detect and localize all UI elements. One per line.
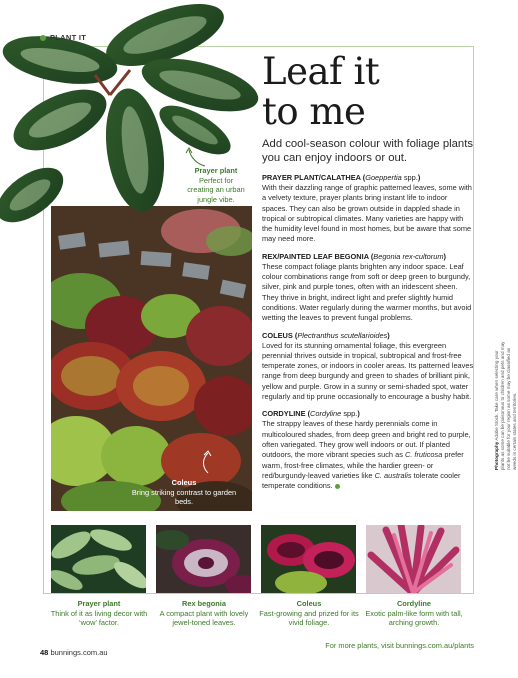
thumb-prayer-plant-image — [51, 525, 146, 593]
thumb-name: Rex begonia — [182, 599, 226, 608]
photo-credit-text: Adobe Stock. Take care when selecting your plants as some can be poisonous to children and pets and may not be suitable for your region as some may be classified as weeds in certain states and territories. — [494, 341, 517, 470]
article-body — [262, 419, 474, 491]
more-plants-link[interactable]: For more plants, visit bunnings.com.au/plants — [325, 641, 474, 650]
body-part: prefer warm, frost-free climates, while the hardier green- or red/burgundy-leaved varieties like — [262, 450, 464, 480]
thumb-text: Exotic palm-like form with tall, arching growth. — [365, 608, 463, 627]
page-number: 48 — [40, 648, 49, 657]
section-tag-label: PLANT IT — [50, 33, 87, 42]
thumb-name: Prayer plant — [77, 599, 121, 608]
photo-credit — [494, 340, 518, 470]
article-body: Loved for its stunning ornamental foliage, this evergreen perennial thrives outside in tropical, subtropical and frost-free temperate zones, or indoors in cooler areas. Its patterned leaves range from deep burgundy and green to shades of brilliant pink, yellow and purple. Grow in a sunny or semi-shaded spot, water regularly and tip prune occasionally to encourage a bushy habit. — [262, 340, 474, 402]
photo-credit-label: Photography — [494, 441, 499, 470]
article-sci-suffix: spp. — [403, 173, 418, 182]
thumb-caption-prayer-plant — [44, 599, 154, 628]
article-body: These compact foliage plants brighten any indoor space. Leaf colour combinations range from soft or deep green to burgundy, silver, pink and purple tones, often with an iridescent sheen. They thrive in bright, indirect light and prefer slightly humid conditions. Water regularly during the warmer months, but avoid wetting the leaves to prevent fungal problems. — [262, 261, 472, 323]
footer-site: bunnings.com.au — [50, 648, 108, 657]
article-prayer-plant — [262, 173, 474, 245]
thumb-caption-cordyline — [359, 599, 469, 628]
thumb-cordyline-image — [366, 525, 461, 593]
article-sci-name: Plectranthus scutellarioides — [297, 330, 388, 340]
callout-name: Coleus — [171, 478, 197, 487]
article-sci-name: Cordyline — [310, 409, 342, 419]
section-tag — [40, 33, 86, 42]
title-line-1: Leaf it — [262, 50, 380, 93]
article-coleus — [262, 331, 474, 403]
thumb-caption-rex-begonia — [149, 599, 259, 628]
curved-arrow-icon — [198, 449, 218, 475]
article-heading: COLEUS (Plectranthus scutellarioides) — [262, 330, 390, 340]
thumb-caption-coleus — [254, 599, 364, 628]
title-line-2: to me — [262, 90, 366, 133]
article-heading: REX/PAINTED LEAF BEGONIA (Begonia rex-cultorum) — [262, 251, 446, 261]
article-rex-begonia — [262, 252, 474, 324]
article-sci-name: Begonia rex-cultorum — [373, 251, 444, 261]
thumb-rex-begonia-image — [156, 525, 251, 593]
article-heading-text: PRAYER PLANT/CALATHEA — [262, 173, 361, 182]
curved-arrow-icon — [183, 146, 209, 168]
callout-text: Perfect for creating an urban jungle vibe. — [187, 175, 245, 204]
thumb-text: A compact plant with lovely jewel-toned leaves. — [159, 608, 249, 627]
thumb-name: Cordyline — [396, 599, 432, 608]
thumb-text: Think of it as living decor with ‘wow’ factor. — [50, 608, 148, 627]
callout-coleus — [128, 478, 240, 507]
article-heading-text: REX/PAINTED LEAF BEGONIA — [262, 251, 369, 261]
coleus-garden-image — [51, 206, 252, 511]
article-list — [262, 173, 474, 498]
article-heading-text: CORDYLINE — [262, 409, 306, 419]
body-part: tolerate cooler temperate conditions. — [262, 470, 461, 491]
callout-text: Bring striking contrast to garden beds. — [131, 487, 237, 506]
body-part: The strappy leaves of these hardy perennials come in multicoloured shades, from deep green and bright red to purple, often variegated. They grow well indoors or out. If planted outdoors, the more vibrant species such as — [262, 419, 471, 460]
body-species: C. australis — [374, 470, 412, 480]
article-body: With their dazzling range of graphic patterned leaves, some with a velvety texture, prayer plants bring instant life to indoor spaces. They can also be grown outside in dappled shade in tropical or subtropical climates. Many varieties are happy with the humidity level found in most homes, but be aware that some may need more. — [262, 183, 472, 244]
tag-dot-icon — [40, 35, 46, 41]
article-heading: PRAYER PLANT/CALATHEA (Goeppertia spp.) — [262, 173, 421, 182]
article-sci-suffix: spp. — [343, 409, 358, 419]
article-heading-text: COLEUS — [262, 330, 293, 340]
article-heading: CORDYLINE (Cordyline spp.) — [262, 409, 360, 419]
thumb-coleus-image — [261, 525, 356, 593]
callout-name: Prayer plant — [194, 166, 238, 175]
article-sci-name: Goeppertia — [365, 173, 402, 182]
page-title — [262, 52, 379, 132]
page-footer — [40, 648, 108, 657]
thumb-text: Fast-growing and prized for its vivid foliage. — [259, 608, 359, 627]
thumb-name: Coleus — [296, 599, 322, 608]
article-cordyline — [262, 409, 474, 491]
body-species: C. fruticosa — [404, 450, 443, 460]
intro-text: Add cool-season colour with foliage plants you can enjoy indoors or out. — [262, 138, 474, 164]
end-mark-icon — [335, 484, 340, 489]
